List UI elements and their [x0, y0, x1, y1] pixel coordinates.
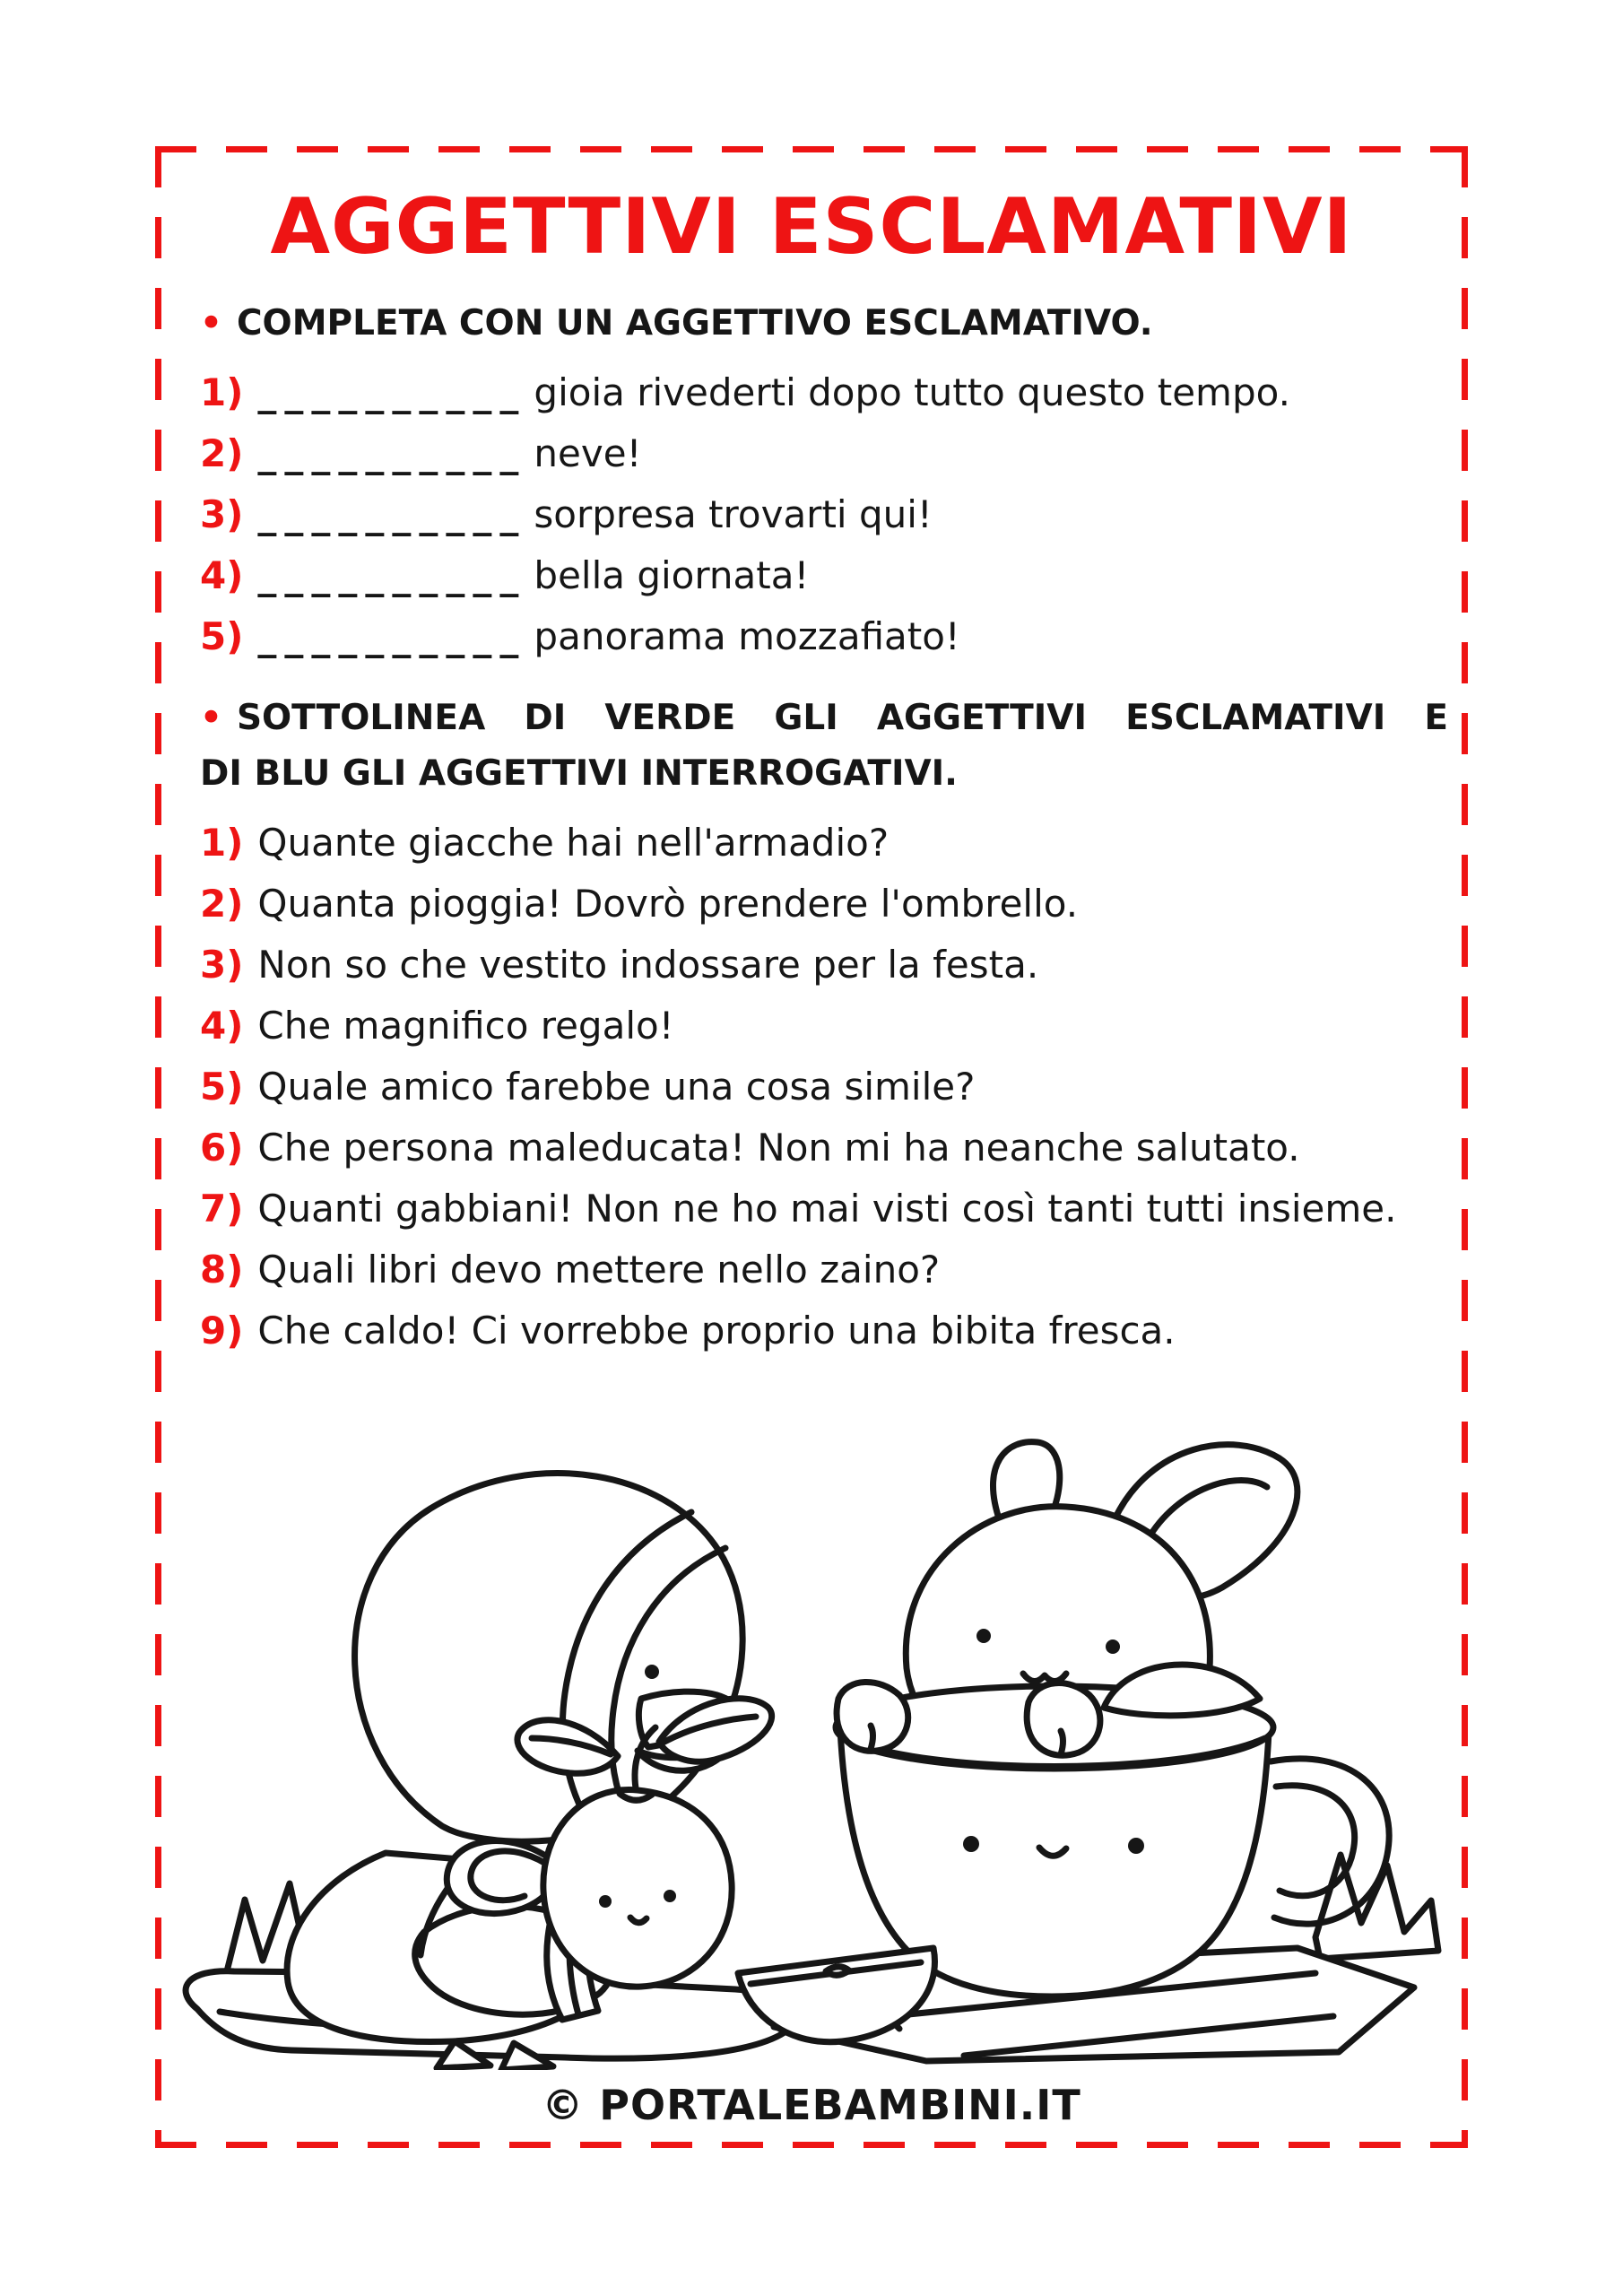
item-number: 4) — [200, 1004, 244, 1048]
item-text: gioia rivederti dopo tutto questo tempo. — [534, 370, 1290, 414]
item-text: Che caldo! Ci vorrebbe proprio una bibita fresca. — [257, 1309, 1176, 1352]
apple-seed — [826, 1967, 849, 1976]
list-item — [200, 545, 1448, 606]
item-number: 5) — [200, 614, 244, 658]
item-number: 3) — [200, 492, 244, 536]
list-item — [200, 362, 1448, 423]
page-title: AGGETTIVI ESCLAMATIVI — [270, 182, 1353, 272]
item-text: Non so che vestito indossare per la festa. — [257, 943, 1039, 987]
list-item — [200, 1057, 1419, 1118]
answer-blank: __________ — [257, 492, 527, 536]
grass-tuft-right — [1315, 1855, 1438, 1959]
bonnet — [355, 1474, 743, 1842]
instruction-underline-line1 — [200, 691, 1448, 746]
complete-exercise-list — [200, 362, 1448, 667]
bullet-icon: • — [200, 303, 222, 344]
list-item — [200, 874, 1419, 935]
list-item — [200, 935, 1419, 996]
item-number: 2) — [200, 431, 244, 475]
bullet-icon: • — [200, 698, 222, 738]
item-number: 4) — [200, 553, 244, 597]
dashed-border-top — [155, 146, 1468, 152]
dashed-border-bottom — [155, 2142, 1468, 2148]
item-text: Quale amico farebbe una cosa simile? — [257, 1065, 976, 1109]
list-item — [200, 813, 1419, 874]
item-number: 8) — [200, 1248, 244, 1292]
instruction-underline-text1: SOTTOLINEA DI VERDE GLI AGGETTIVI ESCLAMATIVI E — [236, 698, 1448, 738]
item-text: panorama mozzafiato! — [534, 614, 960, 658]
item-number: 5) — [200, 1065, 244, 1109]
item-text: Quanti gabbiani! Non ne ho mai visti così tanti tutti insieme. — [257, 1187, 1397, 1231]
item-text: Che magnifico regalo! — [257, 1004, 674, 1048]
coloring-illustration — [157, 1433, 1466, 2070]
list-item — [200, 1239, 1419, 1300]
duck-eye — [645, 1665, 659, 1679]
item-number: 2) — [200, 882, 244, 926]
item-number: 1) — [200, 370, 244, 414]
item-text: neve! — [534, 431, 642, 475]
list-item — [200, 1300, 1419, 1361]
list-item — [200, 1118, 1419, 1178]
item-text: sorpresa trovarti qui! — [534, 492, 933, 536]
answer-blank: __________ — [257, 431, 527, 475]
item-number: 6) — [200, 1126, 244, 1170]
item-text: Che persona maleducata! Non mi ha neanche salutato. — [257, 1126, 1300, 1170]
list-item — [200, 423, 1448, 484]
apple — [517, 1699, 772, 1987]
answer-blank: __________ — [257, 553, 527, 597]
instruction-complete-text: COMPLETA CON UN AGGETTIVO ESCLAMATIVO. — [236, 303, 1153, 344]
instruction-underline-line2: DI BLU GLI AGGETTIVI INTERROGATIVI. — [200, 753, 958, 794]
item-text: Quali libri devo mettere nello zaino? — [257, 1248, 941, 1292]
copyright-footer: © PORTALEBAMBINI.IT — [542, 2081, 1081, 2129]
answer-blank: __________ — [257, 614, 527, 658]
instruction-complete — [200, 296, 1448, 352]
item-number: 3) — [200, 943, 244, 987]
answer-blank: __________ — [257, 370, 527, 414]
list-item — [200, 996, 1419, 1057]
item-number: 1) — [200, 821, 244, 865]
apple-body — [543, 1790, 732, 1987]
item-number: 9) — [200, 1309, 244, 1352]
list-item — [200, 484, 1448, 545]
item-text: Quante giacche hai nell'armadio? — [257, 821, 890, 865]
list-item — [200, 1178, 1419, 1239]
item-number: 7) — [200, 1187, 244, 1231]
underline-exercise-list — [200, 813, 1448, 1361]
teacup — [836, 1665, 1389, 1996]
item-text: bella giornata! — [534, 553, 810, 597]
item-text: Quanta pioggia! Dovrò prendere l'ombrello. — [257, 882, 1079, 926]
instruction-underline — [200, 691, 1448, 802]
list-item — [200, 606, 1448, 667]
